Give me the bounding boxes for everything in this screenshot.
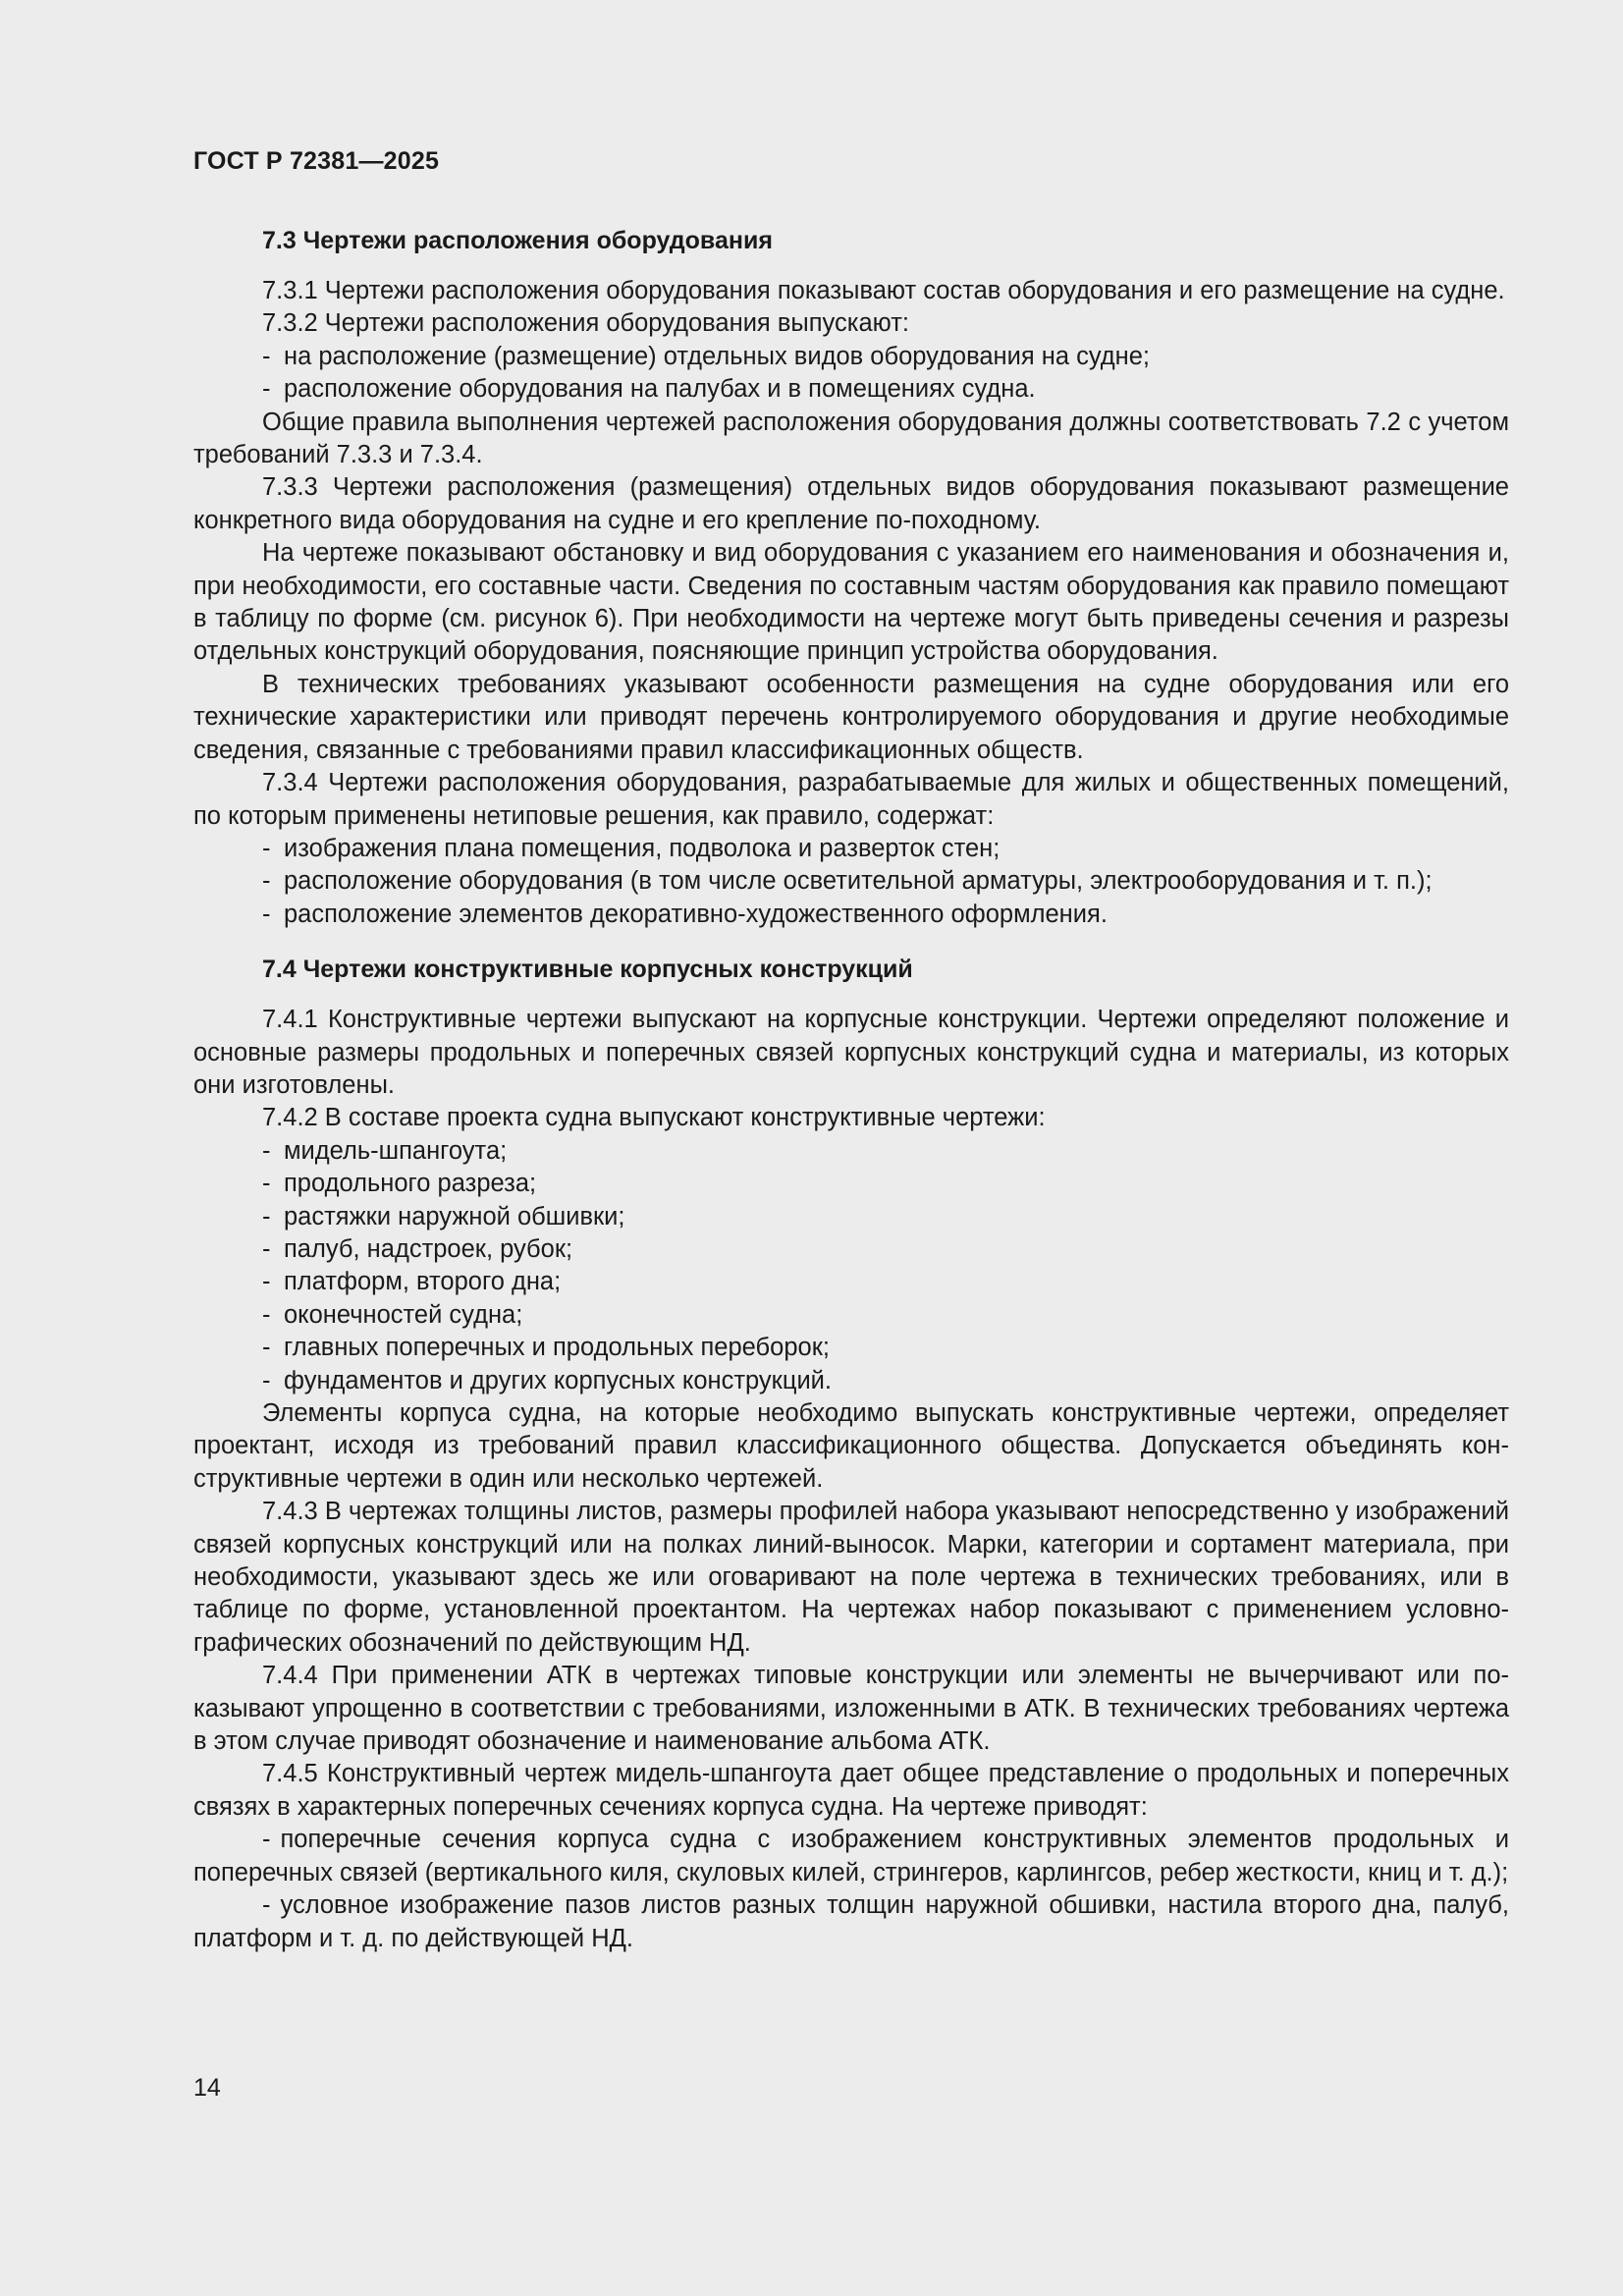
document-id-header: ГОСТ Р 72381—2025: [193, 147, 440, 175]
dash-marker: -: [262, 1334, 271, 1362]
list-item: [193, 1266, 1509, 1298]
list-item-text: оконечностей судна;: [284, 1300, 523, 1329]
dash-marker: -: [262, 867, 271, 896]
list-item-text: палуб, надстроек, рубок;: [284, 1234, 573, 1263]
dash-marker: -: [262, 1170, 271, 1198]
list-item: [193, 373, 1509, 406]
list-item-text: условное изображение пазов листов разных толщин наружной обшивки, настила второго дна, палуб, платформ и т. д. по действующей НД.: [193, 1891, 1509, 1952]
paragraph-7-4-3: 7.4.3 В чертежах толщины листов, размеры профилей набора указывают непосредственно у изображений связей корпусных конструкций или на полках линий-выносок. Марки, категории и сортамент материала, при необходимости, указывают здесь же или оговаривают на поле чертежа в технических требованиях, или в таблице по форме, установленной проектантом. На чертежах набор показывают с применением условно-графических обозначений по действующим НД.: [193, 1498, 1509, 1657]
list-item: [193, 1201, 1509, 1233]
list-item: [193, 1365, 1509, 1397]
paragraph-technical-requirements: В технических требованиях указывают особенности размещения на судне оборудования или его технические характеристики или приводят перечень контролируемого оборудования и другие необходимые сведения, связанные с требованиями правил классификационных обществ.: [193, 670, 1509, 764]
dash-marker: -: [262, 1234, 271, 1263]
list-item: [193, 1299, 1509, 1332]
list-item: [193, 1889, 1509, 1955]
paragraph-7-4-4: 7.4.4 При применении АТК в чертежах типовые конструкции или элементы не вычерчивают или показывают упрощенно в соответствии с требованиями, изложенными в АТК. В технических требованиях чертежа в этом случае приводят обозначение и наименование альбома АТК.: [193, 1662, 1509, 1756]
list-item: [193, 341, 1509, 373]
dash-marker: -: [262, 834, 271, 862]
list-item: [193, 865, 1509, 898]
section-title-7-3: 7.3 Чертежи расположения оборудования: [262, 227, 773, 254]
dash-marker: -: [262, 1202, 271, 1230]
paragraph-7-4-1: 7.4.1 Конструктивные чертежи выпускают на корпусные конструкции. Чертежи определяют положение и основные размеры продольных и поперечных связей корпусных конструкций судна и материалы, из которых они изготовлены.: [193, 1006, 1509, 1099]
page-number: 14: [193, 2074, 221, 2102]
paragraph-7-3-1: 7.3.1 Чертежи расположения оборудования показывают состав оборудования и его размещение на судне.: [262, 277, 1505, 304]
paragraph-hull-elements: Элементы корпуса судна, на которые необходимо выпускать конструктивные чертежи, определяет проектант, исходя из требований правил классификационного общества. Допускается объединять конструктивные чертежи в один или несколько чертежей.: [193, 1399, 1509, 1493]
dash-marker: -: [262, 342, 271, 370]
list-item-text: главных поперечных и продольных переборок;: [284, 1334, 830, 1362]
paragraph-general-rules: Общие правила выполнения чертежей расположения оборудования должны соответствовать 7.2 с учетом требований 7.3.3 и 7.3.4.: [193, 408, 1509, 469]
dash-marker: -: [262, 1366, 271, 1394]
dash-marker: -: [262, 1136, 271, 1165]
paragraph-7-4-5: 7.4.5 Конструктивный чертеж мидель-шпангоута дает общее представление о продольных и поперечных связях в характерных поперечных сечениях корпуса судна. На чертеже приводят:: [193, 1760, 1509, 1821]
list-item-text: изображения плана помещения, подволока и разверток стен;: [284, 834, 1001, 862]
list-item: [193, 1233, 1509, 1266]
list-item-text: продольного разреза;: [284, 1170, 537, 1198]
paragraph-drawing-shows: На чертеже показывают обстановку и вид оборудования с указанием его наименования и обозначения и, при необходимости, его составные части. Сведения по составным частям оборудования как правило помещают в таблицу по форме (см. рисунок 6). При необходимости на чертеже могут быть приведены сечения и разрезы отдельных конструкций оборудования, поясняющие принцип устройства оборудования.: [193, 539, 1509, 666]
paragraph-7-3-2: 7.3.2 Чертежи расположения оборудования выпускают:: [262, 309, 909, 338]
list-item-text: растяжки наружной обшивки;: [284, 1202, 625, 1230]
list-item: [193, 1135, 1509, 1168]
list-item-text: фундаментов и других корпусных конструкций.: [284, 1366, 833, 1394]
list-item-text: расположение элементов декоративно-художественного оформления.: [284, 900, 1108, 928]
paragraph-7-3-4: 7.3.4 Чертежи расположения оборудования, разрабатываемые для жилых и общественных помещений, по которым применены нетиповые решения, как правило, содержат:: [193, 769, 1509, 830]
paragraph-7-4-2: 7.4.2 В составе проекта судна выпускают конструктивные чертежи:: [262, 1104, 1046, 1132]
dash-marker: -: [262, 1891, 271, 1920]
list-item-text: платформ, второго дна;: [284, 1268, 562, 1296]
list-item-text: расположение оборудования (в том числе осветительной арматуры, электрооборудования и т. п.);: [284, 867, 1433, 896]
list-item-text: поперечные сечения корпуса судна с изображением конструктивных элементов продольных и поперечных связей (вертикального киля, скуловых килей, стрингеров, карлингсов, ребер жесткости, книц и т. д.);: [193, 1826, 1509, 1886]
list-item-text: на расположение (размещение) отдельных видов оборудования на судне;: [284, 342, 1151, 370]
list-item: [193, 1824, 1509, 1889]
list-item-text: расположение оборудования на палубах и в помещениях судна.: [284, 375, 1036, 404]
dash-marker: -: [262, 900, 271, 928]
dash-marker: -: [262, 1300, 271, 1329]
list-item-text: мидель-шпангоута;: [284, 1136, 508, 1165]
dash-marker: -: [262, 1268, 271, 1296]
list-item: [193, 833, 1509, 865]
dash-marker: -: [262, 1826, 271, 1854]
section-title-7-4: 7.4 Чертежи конструктивные корпусных конструкций: [262, 956, 913, 984]
paragraph-7-3-3: 7.3.3 Чертежи расположения (размещения) отдельных видов оборудования показывают размещение конкретного вида оборудования на судне и его крепление по-походному.: [193, 473, 1509, 534]
list-item: [193, 1332, 1509, 1364]
list-item: [193, 1168, 1509, 1200]
page-content: [193, 224, 1509, 1955]
list-item: [193, 899, 1509, 931]
dash-marker: -: [262, 375, 271, 404]
